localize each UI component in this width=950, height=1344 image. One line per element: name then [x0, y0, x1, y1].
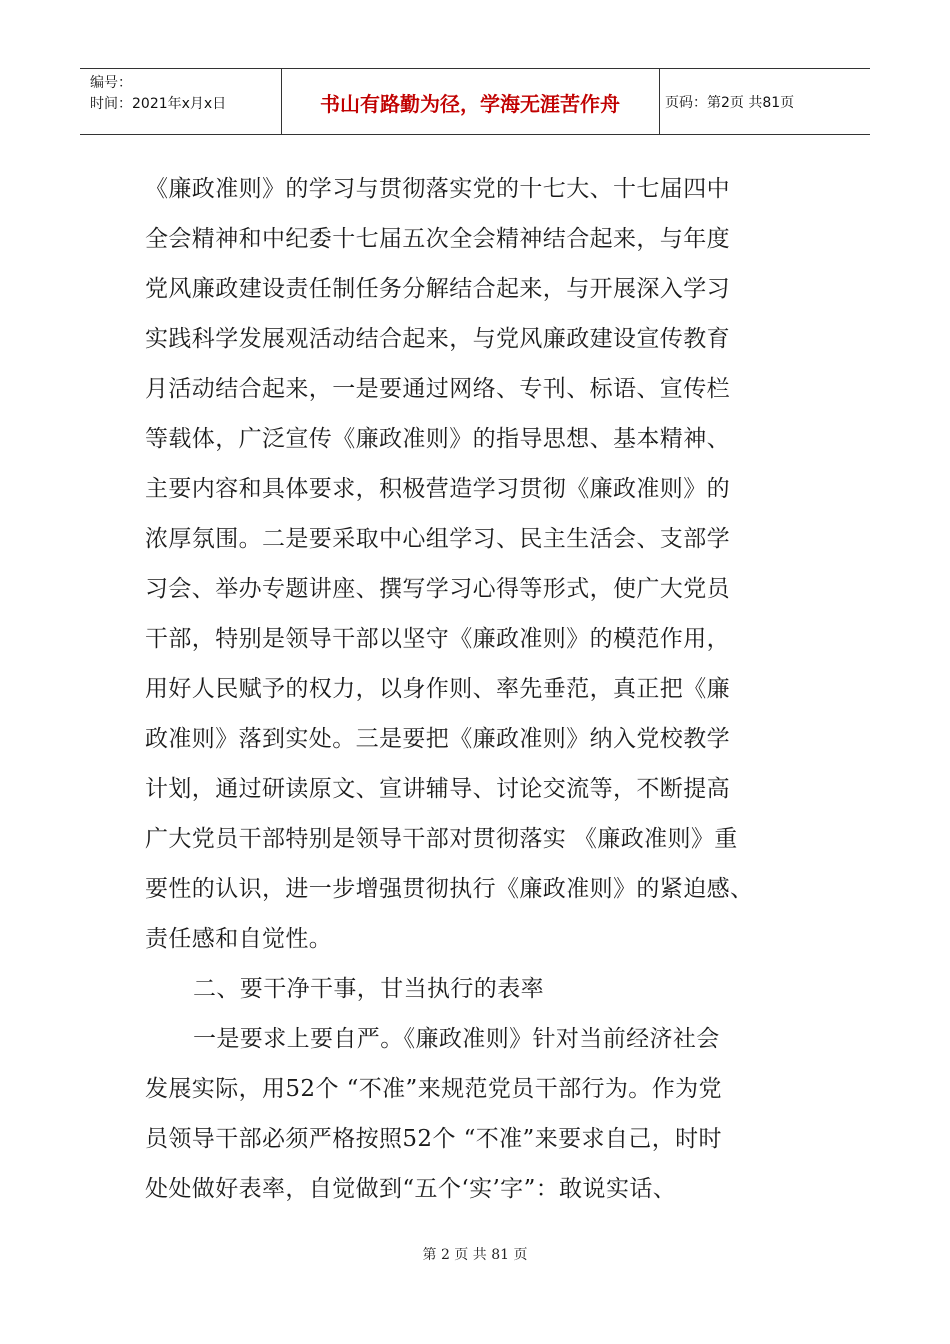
document-date: 时间：2021年x月x日 [90, 96, 227, 112]
page-footer: 第 2 页 共 81 页 [422, 1247, 528, 1263]
body-line: 主要内容和具体要求，积极营造学习贯彻《廉政准则》的 [145, 476, 730, 502]
header-page-info: 页码：第2页 共81页 [665, 95, 795, 111]
body-line: 广大党员干部特别是领导干部对贯彻落实 《廉政准则》重 [145, 826, 738, 852]
header-divider [659, 69, 660, 135]
body-line: 《廉政准则》的学习与贯彻落实党的十七大、十七届四中 [145, 176, 730, 202]
body-line: 政准则》落到实处。三是要把《廉政准则》纳入党校教学 [145, 726, 730, 752]
body-line: 党风廉政建设责任制任务分解结合起来，与开展深入学习 [145, 276, 730, 302]
body-line: 一是要求上要自严。《廉政准则》针对当前经济社会 [193, 1026, 720, 1052]
body-line: 发展实际，用52个 “不准”来规范党员干部行为。作为党 [145, 1076, 722, 1102]
body-line: 责任感和自觉性。 [145, 926, 333, 952]
body-line: 月活动结合起来，一是要通过网络、专刊、标语、宣传栏 [145, 376, 730, 402]
document-number: 编号： [90, 75, 132, 91]
body-line: 实践科学发展观活动结合起来，与党风廉政建设宣传教育 [145, 326, 730, 352]
body-line: 员领导干部必须严格按照52个 “不准”来要求自己，时时 [145, 1126, 722, 1152]
section-heading: 二、要干净干事，甘当执行的表率 [193, 976, 544, 1002]
body-line: 等载体，广泛宣传《廉政准则》的指导思想、基本精神、 [145, 426, 730, 452]
body-line: 计划，通过研读原文、宣讲辅导、讨论交流等，不断提高 [145, 776, 730, 802]
header-meta [90, 73, 280, 115]
body-line: 习会、举办专题讲座、撰写学习心得等形式，使广大党员 [145, 576, 730, 602]
body-line: 干部，特别是领导干部以坚守《廉政准则》的模范作用， [145, 626, 730, 652]
header-motto: 书山有路勤为径，学海无涯苦作舟 [320, 91, 620, 116]
body-line: 全会精神和中纪委十七届五次全会精神结合起来，与年度 [145, 226, 730, 252]
page-header [80, 68, 870, 135]
document-body [145, 164, 805, 1214]
body-line: 要性的认识，进一步增强贯彻执行《廉政准则》的紧迫感、 [145, 876, 754, 902]
body-line: 浓厚氛围。二是要采取中心组学习、民主生活会、支部学 [145, 526, 730, 552]
body-line: 用好人民赋予的权力，以身作则、率先垂范，真正把《廉 [145, 676, 730, 702]
body-line: 处处做好表率，自觉做到“五个‘实’字”：敢说实话、 [145, 1176, 677, 1202]
